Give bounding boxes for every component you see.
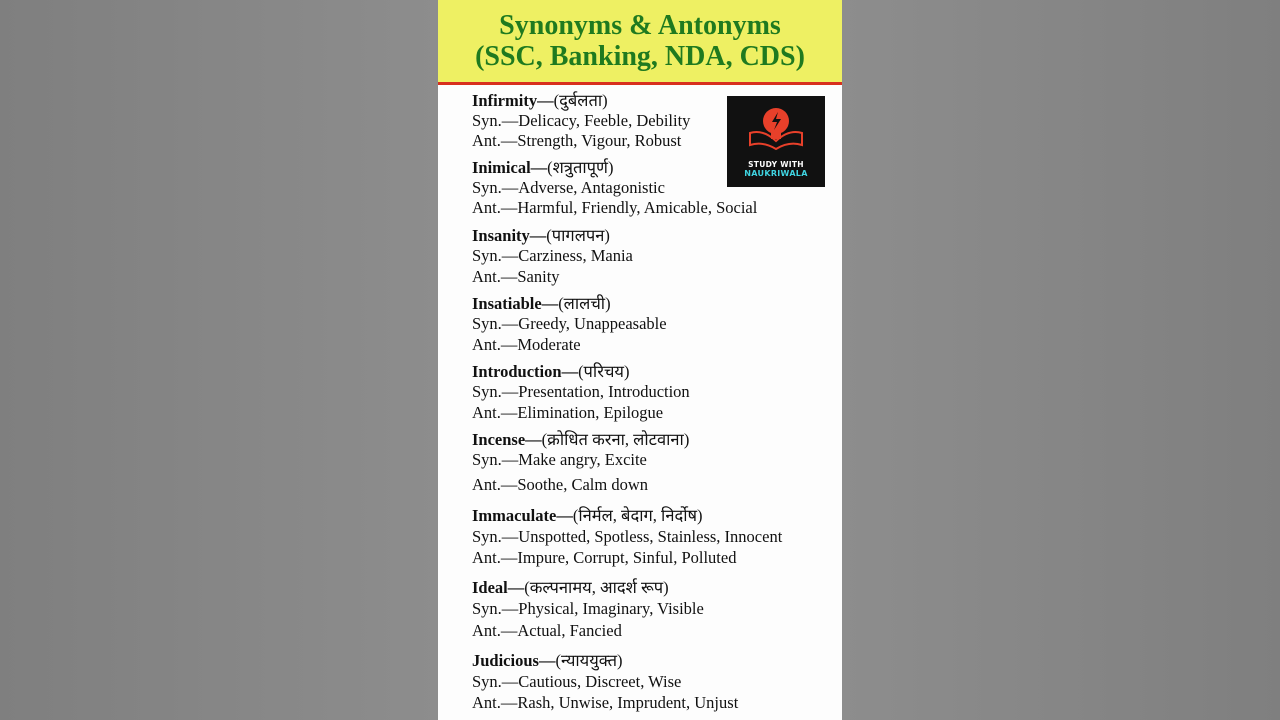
entry-synonyms: Syn.—Presentation, Introduction xyxy=(472,382,690,401)
entry-heading xyxy=(472,158,757,178)
word-entry xyxy=(472,362,690,423)
entry-hindi-meaning: (पागलपन) xyxy=(546,226,610,245)
entry-antonyms: Ant.—Harmful, Friendly, Amicable, Social xyxy=(472,198,758,217)
entry-dash: — xyxy=(507,578,525,597)
blurred-background-right xyxy=(842,0,1280,720)
entry-antonyms: Ant.—Sanity xyxy=(472,267,560,286)
word-entry xyxy=(472,158,757,218)
entry-dash: — xyxy=(537,91,554,110)
entry-word: Infirmity xyxy=(472,91,538,110)
entry-dash: — xyxy=(525,430,542,449)
entry-word: Introduction xyxy=(472,362,562,381)
entry-dash: — xyxy=(538,651,556,670)
entry-synonyms: Syn.—Adverse, Antagonistic xyxy=(472,178,665,197)
entry-synonyms: Syn.—Delicacy, Feeble, Debility xyxy=(472,111,691,130)
entry-synonyms: Syn.—Make angry, Excite xyxy=(472,450,647,469)
word-entry xyxy=(472,430,689,495)
entry-heading xyxy=(472,91,690,111)
word-entry xyxy=(472,226,633,287)
entry-antonyms: Ant.—Strength, Vigour, Robust xyxy=(472,131,682,150)
entry-heading xyxy=(472,362,690,382)
document-page xyxy=(438,0,842,720)
entry-heading xyxy=(472,430,689,450)
word-entry xyxy=(472,91,690,151)
title-banner xyxy=(438,0,842,82)
entry-hindi-meaning: (निर्मल, बेदाग, निर्दोष) xyxy=(572,506,703,525)
entry-antonyms: Ant.—Elimination, Epilogue xyxy=(472,403,664,422)
entry-word: Ideal xyxy=(472,578,508,597)
entry-hindi-meaning: (कल्पनामय, आदर्श रूप) xyxy=(524,578,669,597)
entry-heading xyxy=(472,651,738,671)
entry-synonyms: Syn.—Greedy, Unappeasable xyxy=(472,314,667,333)
blurred-background-left xyxy=(0,0,438,720)
logo-text-line-2: NAUKRIWALA xyxy=(744,169,808,178)
entry-word: Insatiable xyxy=(472,294,542,313)
entry-synonyms: Syn.—Cautious, Discreet, Wise xyxy=(472,672,682,691)
entry-antonyms: Ant.—Rash, Unwise, Imprudent, Unjust xyxy=(472,693,739,712)
entry-dash: — xyxy=(530,158,548,177)
entry-hindi-meaning: (क्रोधित करना, लोटवाना) xyxy=(541,430,690,449)
entry-synonyms: Syn.—Physical, Imaginary, Visible xyxy=(472,599,704,618)
entry-hindi-meaning: (न्याययुक्त) xyxy=(555,651,623,670)
entry-word: Insanity xyxy=(472,226,530,245)
entry-hindi-meaning: (लालची) xyxy=(558,294,611,313)
entry-dash: — xyxy=(541,294,559,313)
red-divider xyxy=(438,82,842,85)
entry-heading xyxy=(472,578,704,598)
entry-word: Inimical xyxy=(472,158,531,177)
entry-synonyms: Syn.—Unspotted, Spotless, Stainless, Innocent xyxy=(472,527,783,546)
entry-word: Immaculate xyxy=(472,506,557,525)
entry-heading xyxy=(472,506,782,526)
entry-antonyms: Ant.—Impure, Corrupt, Sinful, Polluted xyxy=(472,548,737,567)
entry-hindi-meaning: (परिचय) xyxy=(578,362,630,381)
word-entry xyxy=(472,506,782,568)
channel-logo xyxy=(727,96,825,187)
title-line-2: (SSC, Banking, NDA, CDS) xyxy=(475,41,805,72)
entry-dash: — xyxy=(529,226,547,245)
entry-heading xyxy=(472,294,667,314)
word-entry xyxy=(472,578,704,641)
entry-heading xyxy=(472,226,633,246)
entry-hindi-meaning: (शत्रुतापूर्ण) xyxy=(547,158,614,177)
title-line-1: Synonyms & Antonyms xyxy=(499,10,781,41)
lightbulb-book-icon xyxy=(746,103,806,153)
entry-word: Judicious xyxy=(472,651,539,670)
entry-word: Incense xyxy=(472,430,526,449)
entry-synonyms: Syn.—Carziness, Mania xyxy=(472,246,633,265)
entry-dash: — xyxy=(556,506,573,525)
logo-text-line-1: STUDY WITH xyxy=(748,160,804,169)
word-entry xyxy=(472,294,667,355)
word-entry xyxy=(472,651,738,713)
entry-hindi-meaning: (दुर्बलता) xyxy=(553,91,608,110)
entry-dash: — xyxy=(561,362,579,381)
entry-antonyms: Ant.—Moderate xyxy=(472,335,581,354)
entry-antonyms: Ant.—Actual, Fancied xyxy=(472,621,622,640)
entry-antonyms: Ant.—Soothe, Calm down xyxy=(472,475,648,494)
